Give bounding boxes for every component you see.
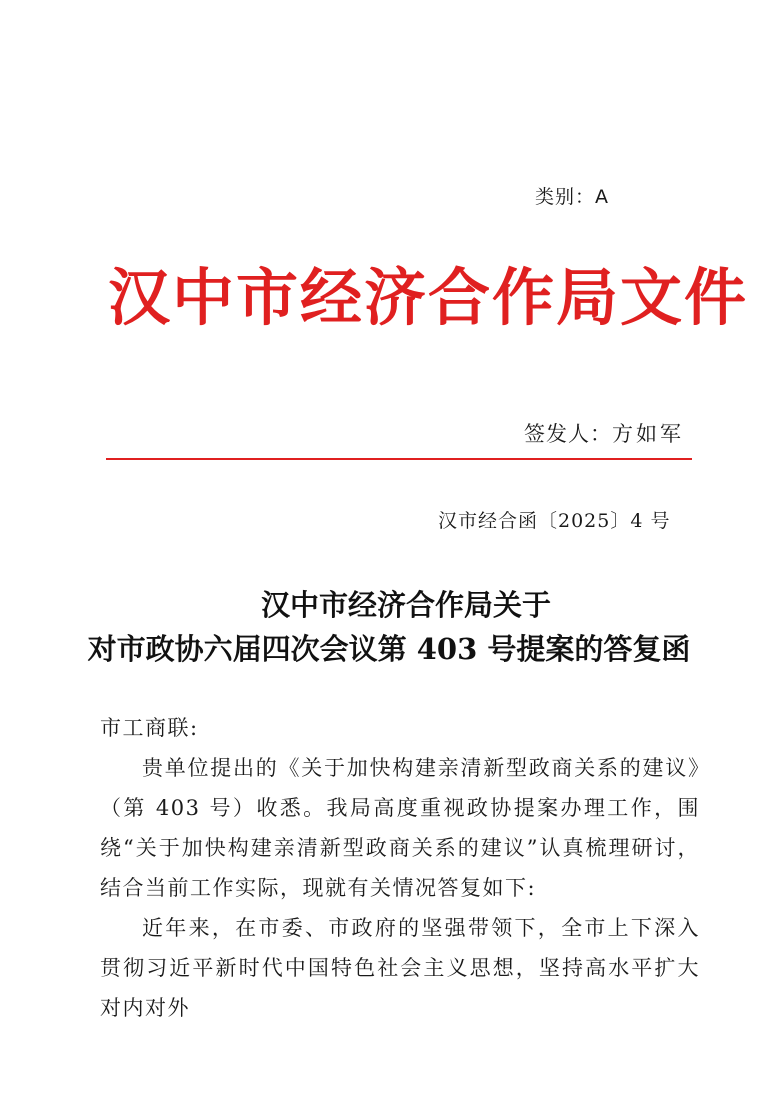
body-paragraph: 贵单位提出的《关于加快构建亲清新型政商关系的建议》（第 403 号）收悉。我局高度重视政协提案办理工作，围绕“关于加快构建亲清新型政商关系的建议”认真梳理研讨，结合当前工作实际，现就有关情况答复如下: bbox=[100, 756, 700, 900]
red-divider bbox=[106, 458, 692, 460]
signer-label: 签发人： bbox=[524, 422, 612, 446]
signer-line bbox=[524, 418, 684, 448]
reply-title bbox=[0, 583, 778, 671]
signer-name: 方如军 bbox=[612, 422, 684, 446]
issuer-title: 汉中市经济合作局文件 bbox=[108, 261, 749, 334]
category-label: 类别：A bbox=[535, 186, 609, 208]
body-paragraph: 近年来，在市委、市政府的坚强带领下，全市上下深入贯彻习近平新时代中国特色社会主义思想，坚持高水平扩大对内对外 bbox=[100, 916, 700, 1020]
salutation: 市工商联: bbox=[100, 716, 199, 740]
document-number: 汉市经合函〔2025〕4 号 bbox=[438, 510, 671, 532]
reply-title-line-2: 对市政协六届四次会议第 403 号提案的答复函 bbox=[87, 632, 691, 666]
reply-title-line-1: 汉中市经济合作局关于 bbox=[260, 588, 551, 622]
letter-body bbox=[100, 708, 700, 1028]
